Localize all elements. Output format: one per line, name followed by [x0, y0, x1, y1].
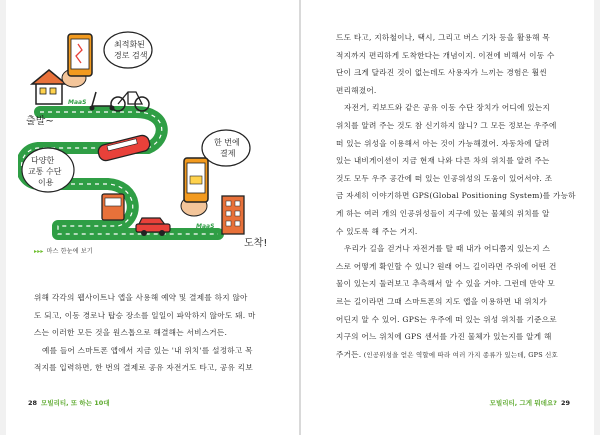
house-icon — [32, 70, 66, 104]
maas-label-1: MaaS — [68, 99, 87, 106]
text-line: 자전거, 킥보드와 같은 공유 이동 수단 장치가 어디에 있는지 — [344, 103, 551, 113]
triangle-bullet-icon: ▸▸▸ — [34, 248, 44, 255]
text-line: 수 있도록 해 주는 거지. — [336, 226, 418, 236]
building-icon — [222, 196, 244, 234]
text-line: 예를 들어 스마트폰 앱에서 지금 있는 '내 위치'를 설정하고 목 — [42, 345, 253, 355]
train-icon — [97, 134, 151, 162]
svg-text:이용: 이용 — [38, 178, 54, 187]
right-body-text — [336, 29, 576, 364]
right-footer — [486, 398, 570, 407]
text-line: 위치를 알려 주는 것도 참 신기하지 않니? 그 모든 정보는 우주에 — [336, 120, 557, 130]
phone-payment-icon — [181, 158, 208, 216]
illustration-caption — [34, 246, 93, 255]
text-line: 있는 내비게이션이 지금 현재 나와 다른 차의 위치를 알려 주는 — [336, 156, 550, 166]
text-line — [336, 346, 576, 365]
last-line-note: (인공위성을 얻은 역할에 따라 여러 가지 종류가 있는데, GPS 신호 — [361, 350, 558, 359]
text-line: 스로 어떻게 확인할 수 있니? 원래 어느 길이라면 주위에 어떤 건 — [336, 261, 557, 271]
running-title-left: 모빌리티, 또 하는 10대 — [41, 399, 110, 407]
page-number-left: 28 — [28, 399, 38, 407]
text-line: 르는 길이라면 그때 스마트폰의 지도 앱을 이용하면 내 위치가 — [336, 296, 547, 306]
text-line: 게 하는 여러 개의 인공위성들이 지구에 있는 물체의 위치를 알 — [336, 208, 550, 218]
running-title-right: 모빌리티, 그게 뭐데요? — [489, 399, 557, 407]
left-page-edge — [0, 0, 6, 435]
arrive-label: 도착! — [244, 238, 268, 249]
text-line: 물이 있는지 둘러보고 추측해서 알 수 있을 거야. 그런데 만약 모 — [336, 279, 555, 289]
bus-icon — [102, 194, 124, 220]
text-line: 편리해졌어. — [336, 85, 377, 95]
svg-text:결제: 결제 — [220, 149, 236, 158]
route-bubble — [104, 32, 152, 68]
right-page-edge — [594, 0, 600, 435]
diverse-bubble — [22, 148, 74, 192]
left-body-text — [34, 289, 256, 377]
text-line: 지구의 어느 위치에 GPS 센서를 가진 물체가 있는지를 알게 해 — [336, 332, 552, 342]
text-line: 금 자세히 이야기하면 GPS(Global Positioning System)를 가능하 — [336, 191, 576, 201]
caption-text: 마스 한눈에 보기 — [46, 248, 93, 255]
text-line: 단이 크게 달라진 것이 없는데도 사용자가 느끼는 경험은 훨씬 — [336, 68, 547, 78]
maas-illustration — [18, 20, 280, 250]
svg-text:다양한: 다양한 — [31, 156, 55, 165]
text-line: 스는 이러한 모든 것을 원스톱으로 해결해는 서비스거든. — [34, 328, 228, 338]
left-footer — [28, 398, 114, 407]
svg-text:교통 수단: 교통 수단 — [28, 167, 62, 176]
payment-bubble — [202, 130, 250, 166]
svg-text:한 번에: 한 번에 — [214, 138, 240, 147]
text-line: 도 되고, 이동 경로나 탑승 장소를 일일이 파악하지 않아도 돼. 마 — [34, 310, 256, 320]
text-line: 어딘지 알 수 있어. GPS는 우주에 떠 있는 위성 위치를 기준으로 — [336, 314, 557, 324]
text-line: 드도 타고, 지하철이나, 택시, 그리고 버스 기차 등을 활용해 목 — [336, 33, 551, 42]
text-line: 우리가 길을 걷거나 자전거를 탈 때 내가 어디쯤지 있는지 스 — [344, 244, 551, 254]
text-line: 위해 각각의 웹사이트나 앱을 사용해 예약 및 결제를 하지 않아 — [34, 293, 248, 302]
svg-text:경로 검색: 경로 검색 — [114, 51, 148, 60]
svg-text:최적화된: 최적화된 — [114, 40, 145, 49]
page-number-right: 29 — [560, 399, 570, 407]
text-line: 적지까지 편리하게 도착한다는 개념이지. 이전에 비해서 이동 수 — [336, 50, 555, 60]
maas-label-2: MaaS — [196, 223, 215, 230]
text-line: 것도 모두 우주 공간에 떠 있는 인공위성의 도움이 있어서야. 조 — [336, 173, 553, 183]
last-line-main: 주거든. — [336, 349, 362, 359]
book-gutter — [299, 0, 301, 435]
phone-top-icon — [62, 34, 92, 87]
text-line: 떠 있는 위성을 이용해서 아는 것이 가능해졌어. 자동차에 달려 — [336, 138, 550, 148]
start-label: 출발~ — [26, 116, 54, 127]
text-line: 적지를 입력하면, 한 번의 결제로 공유 자전거도 타고, 공유 킥보 — [34, 363, 253, 373]
